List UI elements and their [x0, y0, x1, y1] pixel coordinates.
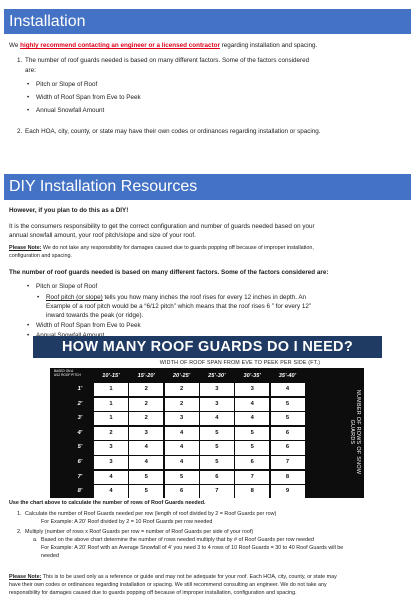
value-axis-label: NUMBER OF ROWS OF SNOW GUARDS [349, 389, 361, 475]
bullet-icon: • [27, 107, 30, 114]
footer-note-cont: have their own codes or ordinances regarding installation or spacing. We still recommend consulting an engineer. We do not take any [9, 582, 327, 588]
roof-guards-chart [50, 360, 364, 498]
table-cell: 5 [129, 485, 163, 498]
footer-note-cont-2: responsibility for damages caused due to guards popping off because of improper installation, configuration and spacing. [9, 590, 297, 596]
note-label: Please Note: [9, 245, 42, 251]
table-cell: 5 [271, 398, 305, 411]
table-cell: 5 [165, 471, 199, 484]
table-cell: 4 [165, 456, 199, 469]
step-2-text: Multiply (number of rows x Roof Guards per row = number of Roof Guards per side of your roof) [25, 529, 254, 535]
table-cell: 3 [129, 427, 163, 440]
table-cell: 7 [235, 471, 269, 484]
table-cell: 2 [129, 412, 163, 425]
row-header: 2’ [77, 400, 83, 407]
chart-grid [50, 368, 364, 498]
row-header: 6’ [77, 459, 83, 465]
bullet-icon: • [27, 94, 30, 101]
column-header: 20’-25’ [172, 373, 191, 379]
table-cell: 5 [200, 456, 234, 469]
row-header: 4’ [77, 429, 83, 436]
bullet-icon: • [27, 283, 30, 290]
table-cell: 3 [200, 383, 234, 396]
table-cell: 2 [165, 398, 199, 411]
corner-label: BASED ON A 6/12 ROOF PITCH [54, 369, 81, 377]
column-header: 30’-35’ [243, 373, 261, 379]
bullet-icon: • [27, 332, 30, 339]
step-1-number: 1. [17, 511, 22, 517]
install-item-1-text: The number of roof guards needed is based on many different factors. Some of the factors considered [25, 57, 310, 64]
table-cell: 6 [235, 456, 269, 469]
factor-item: Pitch or Slope of Roof [36, 81, 98, 88]
instructions-heading: Use the chart above to calculate the number of rows of Roof Guards needed. [9, 500, 206, 506]
factors-heading: The number of roof guards needed is based on many different factors. Some of the factors considered are: [9, 269, 329, 276]
table-cell: 3 [94, 441, 128, 454]
table-cell: 4 [200, 412, 234, 425]
bullet-icon: • [37, 294, 40, 301]
diy-heading: DIY Installation Resources [4, 174, 411, 200]
table-cell: 3 [165, 412, 199, 425]
factor-width: Width of Roof Span from Eve to Peek [36, 322, 141, 329]
table-cell: 1 [94, 383, 128, 396]
install-item-2-number: 2. [17, 128, 23, 135]
table-cell: 4 [165, 441, 199, 454]
pitch-explanation-cont: Example of a roof pitch would be a “6/12 pitch” which means that the roof rises 6 ” for every 12” [46, 303, 311, 310]
step-2a-text: Based on the above chart determine the number of rows needed multiply that by # of Roof Guards per row needed [41, 537, 314, 543]
install-item-1-number: 1. [17, 57, 23, 64]
table-cell: 9 [271, 485, 305, 498]
table-cell: 6 [165, 485, 199, 498]
installation-heading: Installation [4, 9, 411, 34]
table-cell: 5 [200, 427, 234, 440]
step-2a-example: For Example: A 20’ Roof with an Average Snowfall of 4’ you need 3 to 4 rows of 10 Roof Guards = 30 to 40 Roof Guards will be [41, 545, 344, 551]
column-header: 25’-30’ [208, 373, 226, 379]
column-header: 15’-20’ [137, 373, 155, 379]
installation-intro: We highly recommend contacting an engineer or a licensed contractor regarding installation and spacing. [9, 42, 318, 49]
table-cell: 5 [235, 427, 269, 440]
table-cell: 6 [271, 441, 305, 454]
diy-paragraph-cont: annual snowfall amount, your roof pitch/slope and size of your roof. [9, 232, 196, 239]
diy-paragraph: It is the consumers responsibility to get the correct configuration and number of guards needed based on your [9, 223, 315, 230]
table-cell: 5 [200, 441, 234, 454]
table-cell: 4 [94, 485, 128, 498]
step-1-text: Calculate the number of Roof Guards needed per row (length of roof divided by 2 = Roof Guards per row) [25, 511, 277, 517]
column-axis-label: WIDTH OF ROOF SPAN FROM EVE TO PEEK PER SIDE (FT.) [159, 360, 321, 366]
table-cell: 4 [165, 427, 199, 440]
factor-item: Width of Roof Span from Eve to Peek [36, 94, 141, 101]
table-cell: 8 [235, 485, 269, 498]
table-cell: 5 [271, 412, 305, 425]
table-cell: 4 [235, 412, 269, 425]
table-cell: 5 [235, 441, 269, 454]
roof-pitch-link[interactable]: Roof pitch (or slope) [46, 294, 103, 301]
table-cell: 7 [271, 456, 305, 469]
step-2a-example-cont: needed [41, 553, 59, 559]
step-2-number: 2. [17, 529, 22, 535]
pitch-explanation-cont-2: inward towards the peak (or ridge). [46, 312, 144, 319]
install-item-1-text-cont: are: [25, 67, 36, 74]
table-cell: 4 [271, 383, 305, 396]
column-header: 35’-40’ [278, 373, 297, 379]
table-cell: 6 [200, 471, 234, 484]
row-header: 7’ [77, 473, 83, 480]
column-header: 10’-15’ [102, 373, 120, 379]
table-cell: 4 [129, 456, 163, 469]
table-cell: 3 [94, 456, 128, 469]
pitch-explanation: Roof pitch (or slope) tells you how many inches the roof rises for every 12 inches in depth. An [46, 294, 307, 301]
table-cell: 7 [200, 485, 234, 498]
table-cell: 6 [271, 427, 305, 440]
table-cell: 1 [94, 398, 128, 411]
table-cell: 1 [94, 412, 128, 425]
install-item-2-text: Each HOA, city, county, or state may have their own codes or ordinances regarding installation or spacing. [25, 128, 321, 135]
table-cell: 2 [129, 398, 163, 411]
bullet-icon: • [27, 322, 30, 329]
row-header: 5’ [77, 444, 83, 451]
row-header: 8’ [77, 488, 83, 495]
table-cell: 2 [94, 427, 128, 440]
table-cell: 2 [129, 383, 163, 396]
table-cell: 4 [235, 398, 269, 411]
contact-engineer-link[interactable]: highly recommend contacting an engineer or a licensed contractor [20, 42, 220, 49]
factor-pitch: Pitch or Slope of Roof [36, 283, 98, 290]
note-label: Please Note: [9, 574, 42, 580]
table-cell: 8 [271, 471, 305, 484]
table-cell: 4 [94, 471, 128, 484]
step-2a-number: a. [33, 537, 38, 543]
factor-item: Annual Snowfall Amount [36, 107, 105, 114]
table-cell: 3 [200, 398, 234, 411]
table-cell: 5 [129, 471, 163, 484]
table-cell: 2 [165, 383, 199, 396]
row-header: 3’ [77, 415, 83, 422]
row-header: 1’ [77, 386, 83, 392]
diy-subheading: However, if you plan to do this as a DIY! [9, 207, 129, 214]
diy-note-cont: configuration and spacing. [9, 253, 72, 259]
table-cell: 4 [129, 441, 163, 454]
step-1-example: For Example: A 20’ Roof divided by 2 = 10 Roof Guards per row needed [41, 519, 213, 525]
table-cell: 3 [235, 383, 269, 396]
diy-note: Please Note: We do not take any responsibility for damages caused due to guards popping off because of improper installation, [9, 245, 314, 251]
chart-title: HOW MANY ROOF GUARDS DO I NEED? [33, 336, 382, 358]
bullet-icon: • [27, 81, 30, 88]
footer-note: Please Note: This is to be used only as a reference or guide and may not be adequate for your roof. Each HOA, city, county, or state may [9, 574, 337, 580]
